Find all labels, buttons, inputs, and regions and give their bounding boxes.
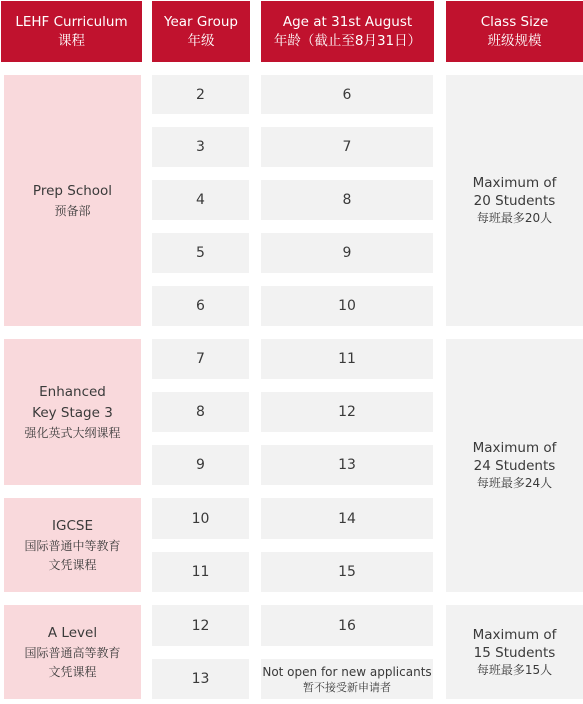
age-value: 8 (342, 192, 352, 208)
year-cell (152, 286, 249, 326)
year-value: 7 (196, 351, 205, 367)
curriculum-a-level-cn-2: 文凭课程 (48, 664, 97, 679)
age-cell (261, 180, 433, 220)
curriculum-enhanced-ks3-cn: 强化英式大纲课程 (24, 425, 121, 440)
year-cell (152, 445, 249, 485)
age-cell (261, 127, 433, 167)
year-cell (152, 659, 249, 699)
year-value: 13 (191, 671, 210, 687)
age-value: 7 (342, 139, 352, 155)
year-cell (152, 233, 249, 273)
class-size-ks3-en-2: 24 Students (473, 458, 556, 474)
age-value: 10 (338, 298, 356, 314)
header-curriculum (1, 1, 142, 62)
age-value: 15 (338, 564, 356, 580)
year-value: 12 (191, 617, 210, 634)
class-size-ks3-cn: 每班最多24人 (476, 476, 553, 490)
age-not-open-cn: 暂不接受新申请者 (303, 680, 391, 694)
curriculum-igcse (4, 498, 141, 592)
curriculum-a-level-en: A Level (47, 624, 98, 641)
year-cell (152, 339, 249, 379)
year-value: 5 (196, 245, 205, 261)
header-age (261, 1, 434, 62)
age-value: 12 (338, 404, 356, 420)
year-value: 3 (196, 139, 205, 155)
curriculum-a-level-cn-1: 国际普通高等教育 (24, 645, 121, 660)
class-size-a-level-en-2: 15 Students (473, 644, 556, 661)
year-value: 6 (196, 298, 205, 314)
year-value: 2 (196, 86, 205, 103)
curriculum-igcse-en: IGCSE (52, 517, 93, 534)
age-cell (261, 233, 433, 273)
age-cell-not-open (261, 659, 433, 699)
year-value: 8 (196, 404, 205, 420)
age-value: 13 (338, 457, 356, 473)
age-not-open-en: Not open for new applicants (262, 664, 432, 679)
age-cell (261, 498, 433, 539)
age-cell (261, 552, 433, 592)
header-class-size-en: Class Size (480, 13, 549, 30)
class-size-a-level-en-1: Maximum of (472, 626, 557, 643)
curriculum-prep-school-en: Prep School (32, 182, 113, 199)
curriculum-a-level (4, 605, 141, 699)
curriculum-enhanced-ks3-en-2: Key Stage 3 (32, 404, 113, 421)
age-cell (261, 392, 433, 432)
age-cell (261, 445, 433, 485)
age-value: 16 (338, 617, 356, 634)
age-cell (261, 339, 433, 379)
year-cell (152, 392, 249, 432)
header-curriculum-en: LEHF Curriculum (15, 13, 128, 30)
year-cell (152, 605, 249, 646)
class-size-prep (446, 75, 583, 326)
age-value: 6 (342, 86, 352, 103)
header-year-group (152, 1, 250, 62)
class-size-a-level (446, 605, 583, 699)
year-cell (152, 552, 249, 592)
year-cell (152, 127, 249, 167)
curriculum-prep-school (4, 75, 141, 326)
age-cell (261, 286, 433, 326)
year-cell (152, 498, 249, 539)
year-value: 9 (196, 457, 205, 473)
header-age-en: Age at 31st August (282, 13, 413, 30)
curriculum-igcse-cn-1: 国际普通中等教育 (24, 538, 121, 553)
age-value: 11 (338, 351, 356, 367)
header-age-cn: 年龄（截止至8月31日） (273, 32, 422, 49)
header-class-size (446, 1, 583, 62)
curriculum-enhanced-ks3-en-1: Enhanced (39, 383, 106, 400)
year-cell (152, 75, 249, 114)
class-size-a-level-cn: 每班最多15人 (476, 662, 553, 677)
curriculum-igcse-cn-2: 文凭课程 (48, 557, 97, 572)
curriculum-enhanced-ks3 (4, 339, 141, 485)
year-cell (152, 180, 249, 220)
class-size-prep-cn: 每班最多20人 (476, 211, 553, 225)
curriculum-prep-school-cn: 预备部 (54, 203, 91, 218)
age-cell (261, 605, 433, 646)
year-value: 11 (191, 564, 210, 580)
class-size-ks3-igcse (446, 339, 583, 592)
header-curriculum-cn: 课程 (58, 32, 85, 49)
class-size-ks3-en-1: Maximum of (472, 440, 557, 456)
header-year-group-cn: 年级 (187, 32, 215, 49)
year-value: 10 (191, 510, 210, 527)
year-value: 4 (196, 192, 205, 208)
header-year-group-en: Year Group (164, 13, 238, 30)
class-size-prep-en-1: Maximum of (472, 175, 557, 191)
header-class-size-cn: 班级规模 (487, 32, 542, 49)
age-value: 9 (342, 245, 352, 261)
class-size-prep-en-2: 20 Students (473, 193, 556, 209)
age-cell (261, 75, 433, 114)
age-value: 14 (338, 510, 356, 527)
